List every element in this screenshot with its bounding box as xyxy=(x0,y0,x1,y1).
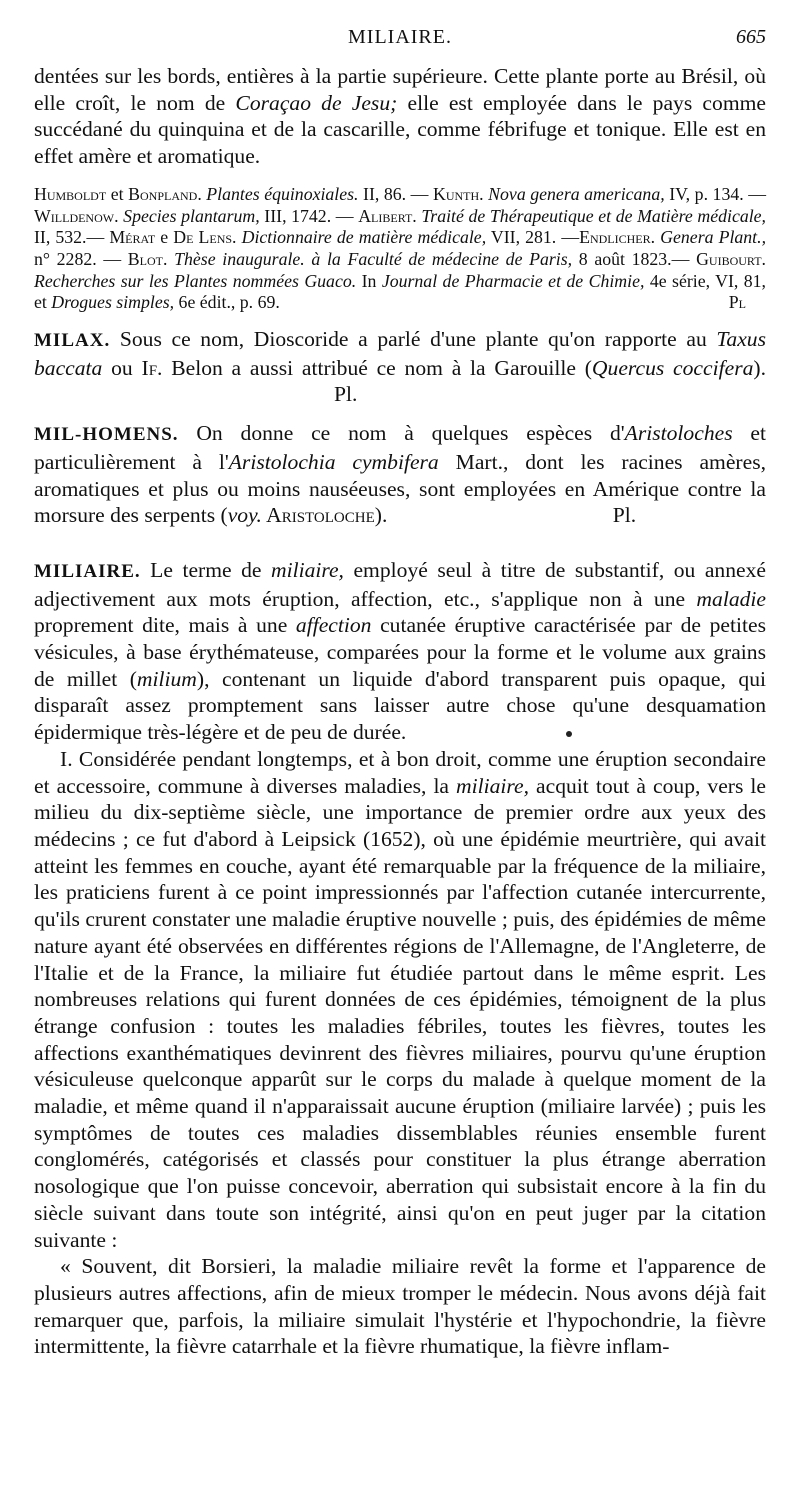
running-title: MILIAIRE. xyxy=(348,26,452,48)
entry-headword: MIL-HOMENS. xyxy=(34,424,179,446)
author-signature: Pl. xyxy=(334,382,358,407)
entry-mil-homens: MIL-HOMENS. On donne ce nom à quelques espèces d'Aristoloches et particulièrement à l'Aristolochia cymbifera Mart., dont les racines amères, aromatiques et plus ou moins nauséeuses, sont employées en Amérique contre la morsure des serpents (voy. Aristoloche). Pl. xyxy=(34,421,766,528)
author-signature: Pl xyxy=(728,292,746,313)
page-body xyxy=(34,63,766,1360)
entry-headword: MILIAIRE. xyxy=(34,560,141,582)
bibliography-guaco: Humboldt et Bonpland. Plantes équinoxiales. II, 86. — Kunth. Nova genera americana, IV, p. 134. — Willdenow. Species plantarum, III, 1742. — Alibert. Traité de Thérapeutique et de Matière médicale, II, 532.— Mérat e De Lens. Dictionnaire de matière médicale, VII, 281. —Endlicher. Genera Plant., n° 2282. — Blot. Thèse inaugurale. à la Faculté de médecine de Paris, 8 août 1823.— Guibourt. Recherches sur les Plantes nommées Guaco. In Journal de Pharmacie et de Chimie, 4e série, VI, 81, et Drogues simples, 6e édit., p. 69. Pl xyxy=(34,183,767,313)
entry-milax: MILAX. Sous ce nom, Dioscoride a parlé d'une plante qu'on rapporte au Taxus baccata ou If. Belon a aussi attribué ce nom à la Garouille (Quercus coccifera). Pl. xyxy=(34,327,766,407)
borsieri-quotation: « Souvent, dit Borsieri, la maladie miliaire revêt la forme et l'apparence de plusieurs autres affections, afin de mieux tromper le médecin. Nous avons déjà fait remarquer que, parfois, la miliaire simulait l'hystérie et l'hypochondrie, la fièvre intermittente, la fièvre catarrhale et la fièvre rhumatique, la fièvre inflam- xyxy=(34,1254,766,1359)
page-number: 665 xyxy=(736,26,766,48)
guaco-continuation: dentées sur les bords, entières à la partie supérieure. Cette plante porte au Brésil, où elle croît, le nom de Coraçao de Jesu; elle est employée dans le pays comme succédané du quinquina et de la cascarille, comme fébrifuge et tonique. Elle est en effet amère et aromatique. xyxy=(34,64,766,169)
miliaire-section-one: I. Considérée pendant longtemps, et à bon droit, comme une éruption secondaire et accessoire, commune à diverses maladies, la miliaire, acquit tout à coup, vers le milieu du dix-septième siècle, une importance de premier ordre aux yeux des médecins ; ce fut d'abord à Leipsick (1652), où une épidémie meurtrière, qui avait atteint les femmes en couche, ayant été remarquable par la fréquence de la miliaire, les praticiens furent à ce point impressionnés par l'affection cutanée intercurrente, qu'ils crurent constater une maladie éruptive nouvelle ; puis, des épidémies de même nature ayant été observées en différentes régions de l'Allemagne, de l'Angleterre, de l'Italie et de la France, la miliaire fut étudiée partout dans le même esprit. Les nombreuses relations qui furent données de ces épidémies, témoignent de la plus étrange confusion : toutes les maladies fébriles, toutes les fièvres, toutes les affections exanthématiques devinrent des fièvres miliaires, pourvu qu'une éruption vésiculeuse quelconque apparût sur le corps du malade à quelque moment de la maladie, et même quand il n'apparaissait aucune éruption (miliaire larvée) ; puis les symptômes de toutes ces maladies dissemblables réunies ensemble furent conglomérés, catégorisés et classés pour constituer la plus étrange aberration nosologique que l'on puisse concevoir, aberration qui subsistait encore à la fin du siècle suivant dans toute son intégrité, ainsi qu'on en peut juger par la citation suivante : xyxy=(34,746,766,1252)
entry-headword: MILAX. xyxy=(34,330,111,352)
entry-miliaire-intro: MILIAIRE. Le terme de miliaire, employé seul à titre de substantif, ou annexé adjectivement aux mots éruption, affection, etc., s'applique non à une maladie proprement dite, mais à une affection cutanée éruptive caractérisée par de petites vésicules, à base érythémateuse, comparées pour la forme et le volume aux grains de millet (milium), contenant un liquide d'abord transparent puis opaque, qui disparaît assez promptement sans laisser autre chose qu'une desquamation épidermique très-légère et de peu de durée. xyxy=(34,557,766,745)
bullet-mark xyxy=(566,731,572,737)
author-signature: Pl. xyxy=(612,503,637,528)
page-header xyxy=(0,26,800,56)
